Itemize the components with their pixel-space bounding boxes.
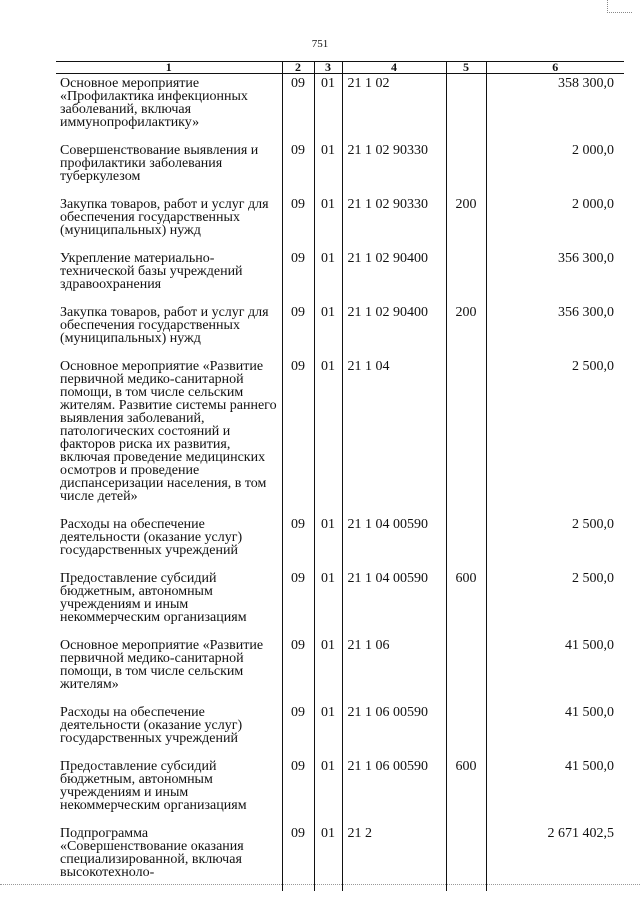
row-expense-type [446,249,486,303]
row-section-code: 09 [282,195,314,249]
row-section-code: 09 [282,636,314,703]
scan-bottom-edge [0,884,640,885]
row-subsection-code: 01 [314,141,342,195]
table-row [56,249,624,303]
row-amount: 2 500,0 [486,515,624,569]
row-expense-type [446,74,486,142]
row-section-code: 09 [282,824,314,891]
row-expense-type [446,824,486,891]
row-amount: 358 300,0 [486,74,624,142]
row-target-article: 21 1 02 90400 [342,249,446,303]
row-section-code: 09 [282,74,314,142]
row-amount: 356 300,0 [486,303,624,357]
row-name: Предоставление субсидий бюджетным, автономным учреждениям и иным некоммерческим организациям [60,571,247,625]
row-section-code: 09 [282,757,314,824]
table-row [56,141,624,195]
row-section-code: 09 [282,569,314,636]
table-row [56,303,624,357]
row-subsection-code: 01 [314,569,342,636]
page-number: 751 [311,38,329,50]
row-target-article: 21 1 04 [342,357,446,515]
row-subsection-code: 01 [314,249,342,303]
row-expense-type: 600 [446,569,486,636]
row-name: Основное мероприятие «Развитие первичной медико-санитарной помощи, в том числе сельским жителям» [60,638,264,692]
row-name: Подпрограмма «Совершенствование оказания специализированной, включая высокотехноло- [60,826,244,880]
row-section-code: 09 [282,249,314,303]
header-col-2: 2 [282,62,314,74]
row-name: Расходы на обеспечение деятельности (оказание услуг) государственных учреждений [60,517,243,558]
row-section-code: 09 [282,703,314,757]
scan-corner-mark [607,0,632,13]
row-expense-type: 200 [446,303,486,357]
row-subsection-code: 01 [314,515,342,569]
table-row [56,757,624,824]
row-expense-type [446,515,486,569]
row-expense-type [446,703,486,757]
row-section-code: 09 [282,515,314,569]
row-expense-type [446,636,486,703]
row-subsection-code: 01 [314,824,342,891]
row-subsection-code: 01 [314,74,342,142]
header-col-4: 4 [342,62,446,74]
row-amount: 41 500,0 [486,636,624,703]
table-row [56,195,624,249]
table-row [56,357,624,515]
row-target-article: 21 2 [342,824,446,891]
row-section-code: 09 [282,357,314,515]
row-name: Основное мероприятие «Профилактика инфекционных заболеваний, включая иммунопрофилактику» [60,76,248,130]
row-name: Укрепление материально-технической базы учреждений здравоохранения [60,251,243,292]
table-row [56,636,624,703]
row-name: Основное мероприятие «Развитие первичной медико-санитарной помощи, в том числе сельским жителям. Развитие системы раннего выявления заболеваний, патологических состояний и факторов риска их развития, включая проведение медицинских осмотров и проведение диспансеризации населения, в том числе детей» [60,359,277,504]
row-target-article: 21 1 02 90400 [342,303,446,357]
row-amount: 2 500,0 [486,569,624,636]
row-amount: 2 000,0 [486,141,624,195]
row-amount: 41 500,0 [486,703,624,757]
row-name: Расходы на обеспечение деятельности (оказание услуг) государственных учреждений [60,705,243,746]
row-expense-type: 600 [446,757,486,824]
row-section-code: 09 [282,303,314,357]
header-row [56,62,624,74]
row-name: Закупка товаров, работ и услуг для обеспечения государственных (муниципальных) нужд [60,197,269,238]
row-target-article: 21 1 06 00590 [342,703,446,757]
row-target-article: 21 1 02 [342,74,446,142]
row-subsection-code: 01 [314,195,342,249]
header-col-5: 5 [446,62,486,74]
row-name: Закупка товаров, работ и услуг для обеспечения государственных (муниципальных) нужд [60,305,269,346]
table-row [56,74,624,142]
row-subsection-code: 01 [314,703,342,757]
row-target-article: 21 1 06 [342,636,446,703]
row-target-article: 21 1 04 00590 [342,515,446,569]
header-col-6: 6 [486,62,624,74]
row-target-article: 21 1 06 00590 [342,757,446,824]
table-header [56,62,624,74]
row-expense-type [446,357,486,515]
row-amount: 41 500,0 [486,757,624,824]
row-amount: 2 500,0 [486,357,624,515]
row-subsection-code: 01 [314,757,342,824]
row-subsection-code: 01 [314,357,342,515]
row-amount: 2 671 402,5 [486,824,624,891]
row-name: Предоставление субсидий бюджетным, автономным учреждениям и иным некоммерческим организациям [60,759,247,813]
row-amount: 356 300,0 [486,249,624,303]
table-row [56,515,624,569]
row-target-article: 21 1 02 90330 [342,141,446,195]
table-row [56,569,624,636]
row-amount: 2 000,0 [486,195,624,249]
header-col-1: 1 [56,62,282,74]
row-section-code: 09 [282,141,314,195]
row-name: Совершенствование выявления и профилактики заболевания туберкулезом [60,143,259,184]
row-expense-type: 200 [446,195,486,249]
table-row [56,703,624,757]
table-body [56,74,624,892]
table-row [56,824,624,891]
row-expense-type [446,141,486,195]
row-target-article: 21 1 02 90330 [342,195,446,249]
budget-table [56,61,624,891]
row-subsection-code: 01 [314,303,342,357]
header-col-3: 3 [314,62,342,74]
row-subsection-code: 01 [314,636,342,703]
row-target-article: 21 1 04 00590 [342,569,446,636]
